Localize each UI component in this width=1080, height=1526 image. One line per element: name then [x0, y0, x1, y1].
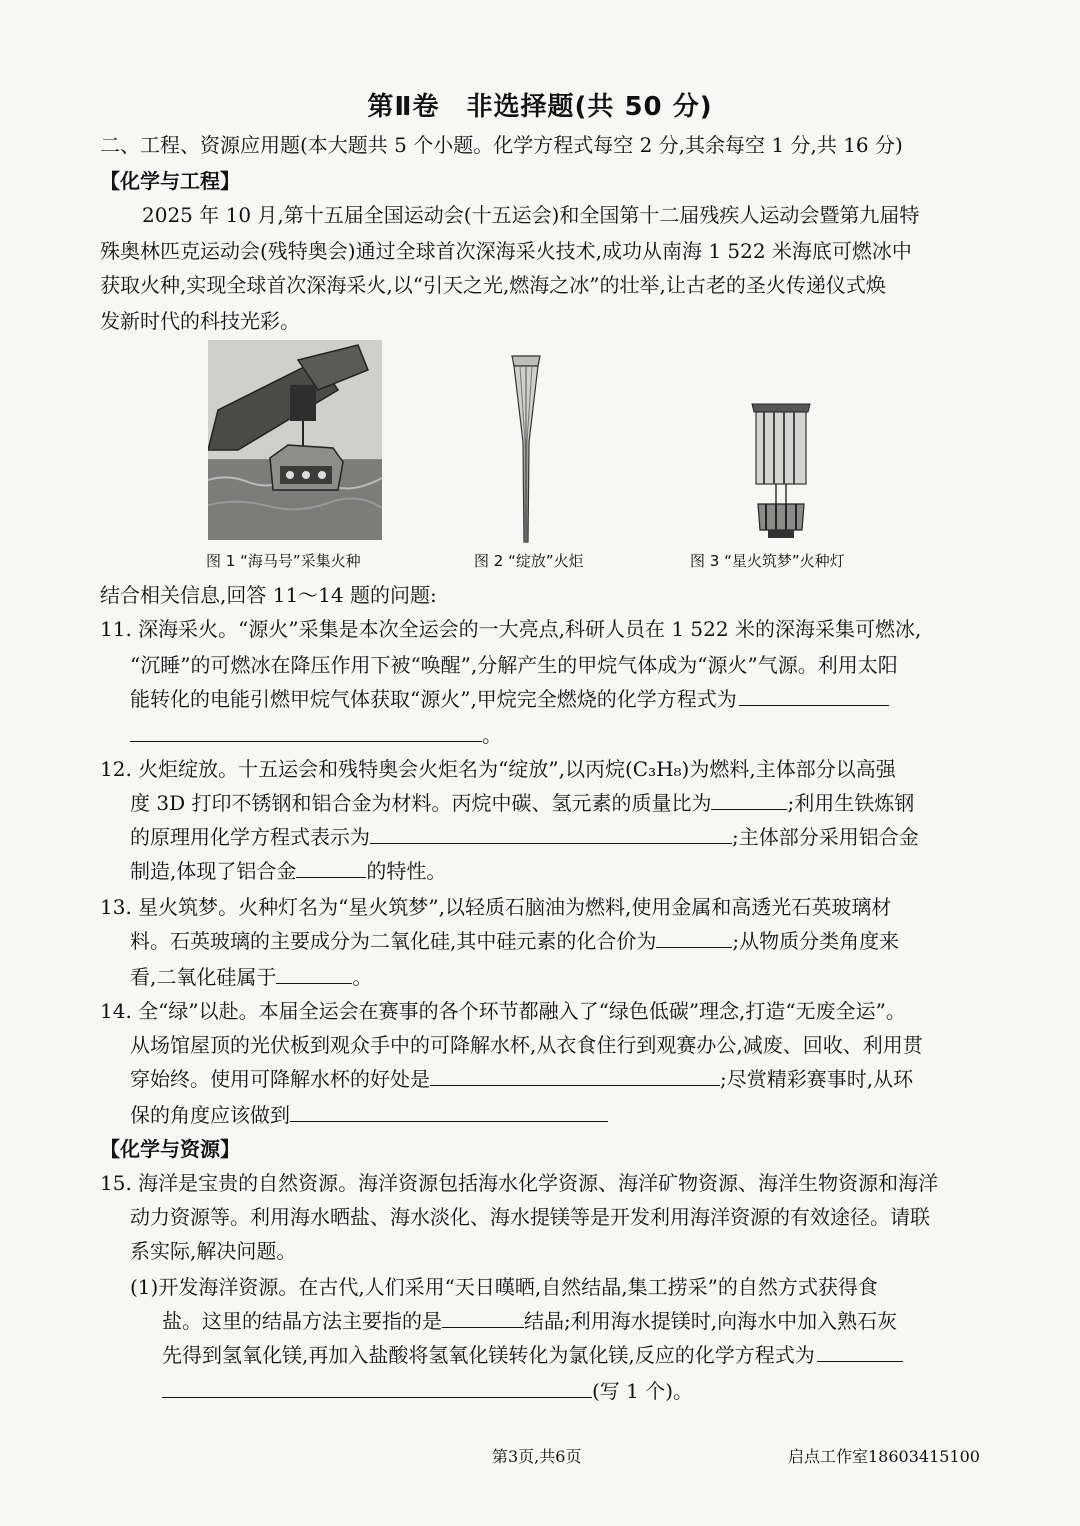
part1-title: 【化学与工程】 — [100, 169, 240, 193]
q13-line-1: 13. 星火筑梦。火种灯名为“星火筑梦”,以轻质石脑油为燃料,使用金属和高透光石英玻璃材 — [100, 895, 892, 919]
lantern-icon — [748, 398, 814, 542]
intro-line-2: 殊奥林匹克运动会(残特奥会)通过全球首次深海采火技术,成功从南海 1 522 米海底可燃冰中 — [100, 239, 912, 263]
q14-text-3a: 穿始终。使用可降解水杯的好处是 — [130, 1067, 430, 1091]
q14-answer-blank-benefit[interactable] — [430, 1065, 720, 1086]
q15-line-1: 15. 海洋是宝贵的自然资源。海洋资源包括海水化学资源、海洋矿物资源、海洋生物资源和海洋 — [100, 1171, 939, 1195]
page-number: 第3页,共6页 — [492, 1447, 582, 1466]
q15-sub1-line-4 — [100, 1376, 980, 1406]
q14-text-3b: ;尽赏精彩赛事时,从环 — [720, 1067, 914, 1091]
q12-line-4 — [100, 856, 980, 886]
q11-line-4 — [100, 720, 980, 750]
figure-2-caption: 图 2 “绽放”火炬 — [474, 552, 584, 570]
q12-answer-blank-equation[interactable] — [370, 823, 732, 844]
q12-text-2a: 度 3D 打印不锈钢和铝合金为材料。丙烷中碳、氢元素的质量比为 — [130, 791, 712, 815]
q11-line-1: 11. 深海采火。“源火”采集是本次全运会的一大亮点,科研人员在 1 522 米的深海采集可燃冰, — [100, 617, 922, 641]
q12-text-3b: ;主体部分采用铝合金 — [732, 825, 919, 849]
robot-arm-icon — [208, 340, 382, 540]
q12-text-4b: 的特性。 — [366, 859, 447, 883]
q12-text-3a: 的原理用化学方程式表示为 — [130, 825, 370, 849]
figure-1 — [208, 340, 382, 540]
section-heading: 二、工程、资源应用题(本大题共 5 个小题。化学方程式每空 2 分,其余每空 1 分,共 16 分) — [100, 133, 903, 157]
q12-line-3 — [100, 822, 980, 852]
q13-line-2 — [100, 926, 980, 956]
intro-line-4: 发新时代的科技光彩。 — [100, 309, 300, 333]
intro-line-3: 获取火种,实现全球首次深海采火,以“引天之光,燃海之冰”的壮举,让古老的圣火传递仪式焕 — [100, 273, 886, 297]
q15-line-3: 系实际,解决问题。 — [130, 1239, 297, 1263]
q11-line-3 — [100, 684, 980, 714]
part2-title: 【化学与资源】 — [100, 1137, 240, 1161]
q13-answer-blank-class[interactable] — [276, 963, 352, 984]
intro-line-1: 2025 年 10 月,第十五届全国运动会(十五运会)和全国第十二届残疾人运动会暨第九届特 — [142, 203, 920, 227]
q15-line-2: 动力资源等。利用海水晒盐、海水淡化、海水提镁等是开发利用海洋资源的有效途径。请联 — [130, 1205, 930, 1229]
q14-line-3 — [100, 1064, 980, 1094]
q12-answer-blank-ratio[interactable] — [711, 789, 787, 810]
figure-3-caption: 图 3 “星火筑梦”火种灯 — [690, 552, 845, 570]
q14-answer-blank-action[interactable] — [290, 1101, 608, 1122]
q12-line-1: 12. 火炬绽放。十五运会和残特奥会火炬名为“绽放”,以丙烷(C₃H₈)为燃料,主体部分以高强 — [100, 757, 896, 781]
figure-2 — [506, 352, 546, 544]
q11-end: 。 — [482, 723, 502, 747]
figure-3 — [748, 398, 814, 542]
q15-sub1-line-3 — [100, 1340, 980, 1370]
page-title: 第Ⅱ卷 非选择题(共 50 分) — [367, 92, 713, 122]
q14-line-4 — [100, 1100, 980, 1130]
q11-text-3: 能转化的电能引燃甲烷气体获取“源火”,甲烷完全燃烧的化学方程式为 — [130, 687, 737, 711]
q13-line-3 — [100, 962, 980, 992]
q15-sub1-line-1: (1)开发海洋资源。在古代,人们采用“天日暵晒,自然结晶,集工捞采”的自然方式获得食 — [130, 1275, 878, 1299]
torch-icon — [506, 352, 546, 544]
q12-answer-blank-property[interactable] — [296, 857, 366, 878]
q15-answer-blank-equation-b[interactable] — [162, 1377, 592, 1398]
q12-text-4a: 制造,体现了铝合金 — [130, 859, 297, 883]
studio-credit: 启点工作室18603415100 — [788, 1447, 980, 1466]
q12-line-2 — [100, 788, 980, 818]
q15-sub1-line-2 — [100, 1306, 980, 1336]
q14-line-1: 14. 全“绿”以赴。本届全运会在赛事的各个环节都融入了“绿色低碳”理念,打造“无废全运”。 — [100, 999, 906, 1023]
q15-answer-blank-crystallization[interactable] — [442, 1307, 524, 1328]
q13-answer-blank-valence[interactable] — [656, 927, 732, 948]
q11-line-2: “沉睡”的可燃冰在降压作用下被“唤醒”,分解产生的甲烷气体成为“源火”气源。利用太阳 — [130, 653, 898, 677]
q13-text-2b: ;从物质分类角度来 — [732, 929, 900, 953]
q11-answer-blank-a[interactable] — [739, 685, 889, 706]
q15-text-2b: 结晶;利用海水提镁时,向海水中加入熟石灰 — [524, 1309, 898, 1333]
q13-text-2a: 料。石英玻璃的主要成分为二氧化硅,其中硅元素的化合价为 — [130, 929, 657, 953]
q15-answer-blank-equation-a[interactable] — [817, 1341, 903, 1362]
q15-text-3: 先得到氢氧化镁,再加入盐酸将氢氧化镁转化为氯化镁,反应的化学方程式为 — [162, 1343, 815, 1367]
q11-answer-blank-b[interactable] — [130, 721, 482, 742]
lead-text: 结合相关信息,回答 11～14 题的问题: — [100, 583, 437, 607]
q15-text-4: (写 1 个)。 — [592, 1379, 694, 1403]
q14-line-2: 从场馆屋顶的光伏板到观众手中的可降解水杯,从衣食住行到观赛办公,减废、回收、利用贯 — [130, 1033, 923, 1057]
q13-text-3b: 。 — [352, 965, 373, 989]
q14-text-4a: 保的角度应该做到 — [130, 1103, 290, 1127]
q13-text-3a: 看,二氧化硅属于 — [130, 965, 277, 989]
figure-1-caption: 图 1 “海马号”采集火种 — [206, 552, 361, 570]
q12-text-2b: ;利用生铁炼钢 — [787, 791, 915, 815]
q15-text-2a: 盐。这里的结晶方法主要指的是 — [162, 1309, 442, 1333]
